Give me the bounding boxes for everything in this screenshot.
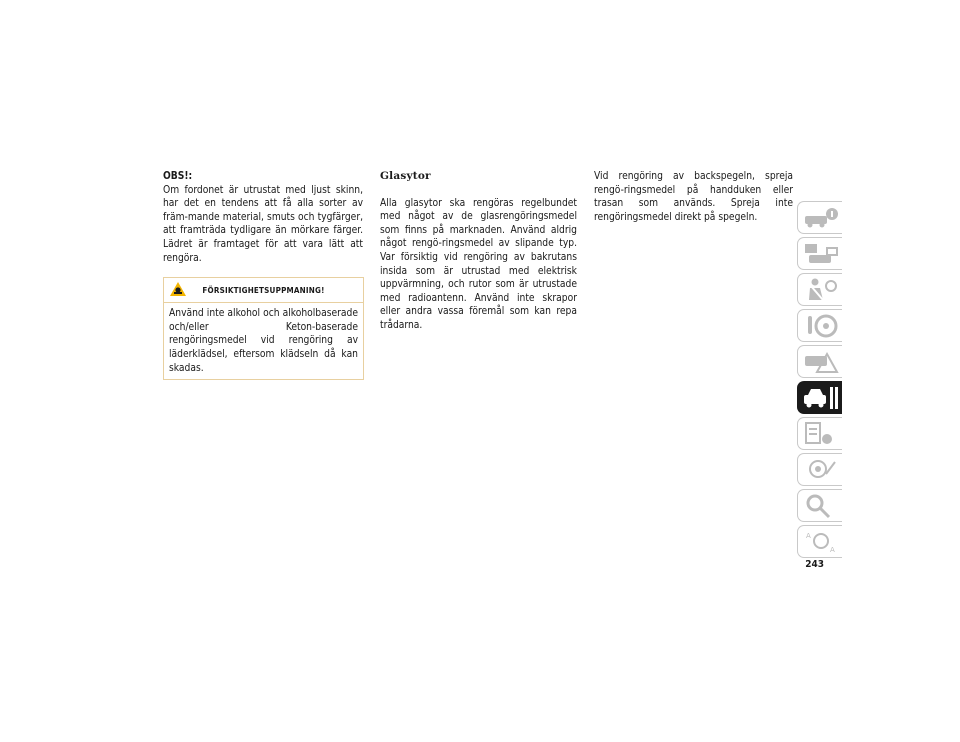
tab-specifications[interactable] — [797, 417, 842, 450]
multimedia-icon — [801, 456, 841, 484]
right-column — [594, 170, 793, 224]
tab-emergency[interactable] — [797, 345, 842, 378]
tab-index[interactable] — [797, 525, 842, 558]
tab-messages[interactable] — [797, 237, 842, 270]
svg-text:A: A — [806, 532, 811, 540]
middle-column — [380, 170, 577, 333]
warning-title: FÖRSIKTIGHETSUPPMANING! — [202, 286, 325, 296]
tab-safety[interactable] — [797, 273, 842, 306]
obs-label: OBS!: — [163, 171, 193, 182]
warning-header — [164, 278, 363, 303]
car-wrench-icon — [801, 384, 841, 412]
warning-text: Använd inte alkohol och alkoholbaserade och/eller Keton-baserade rengöringsmedel vid rengöring av läderklädsel, eftersom klädseln då kan skadas. — [169, 308, 358, 374]
car-warning-icon — [801, 348, 841, 376]
index-icon — [801, 528, 841, 556]
page-number: 243 — [805, 559, 824, 570]
car-info-icon — [801, 204, 841, 232]
tab-car-info[interactable] — [797, 201, 842, 234]
specifications-icon — [801, 420, 841, 448]
steering-wheel-icon — [801, 312, 841, 340]
tab-multimedia[interactable] — [797, 453, 842, 486]
tab-search[interactable] — [797, 489, 842, 522]
svg-text:A: A — [830, 546, 835, 554]
warning-box — [163, 277, 364, 380]
left-column — [163, 170, 363, 380]
message-car-icon — [801, 240, 841, 268]
glass-text: Alla glasytor ska rengöras regelbundet med något av de glasrengöringsmedel som finns på marknaden. Använd aldrig något rengö-ringsmedel av slipande typ. Var försiktig vid rengöring av bakrutans insida som är utrustad med elektrisk uppvärmning, och rutor som är utrustade med radioantenn. Använd inte skrapor eller andra vassa föremål som kan repa trådarna. — [380, 197, 577, 331]
mirror-text: Vid rengöring av backspegeln, spreja rengö-ringsmedel på handduken eller trasan som används. Spreja inte rengöringsmedel direkt på spegeln. — [594, 171, 793, 223]
obs-text: Om fordonet är utrustat med ljust skinn, har det en tendens att få alla sorter av främ-mande material, smuts och tygfärger, att framträda tydligare än mörkare färger. Lädret är framtaget för att vara lätt att rengöra. — [163, 184, 363, 264]
tab-driving[interactable] — [797, 309, 842, 342]
section-heading: Glasytor — [380, 170, 431, 182]
tab-service[interactable] — [797, 381, 842, 414]
seatbelt-person-icon — [801, 276, 841, 304]
search-icon — [801, 492, 841, 520]
